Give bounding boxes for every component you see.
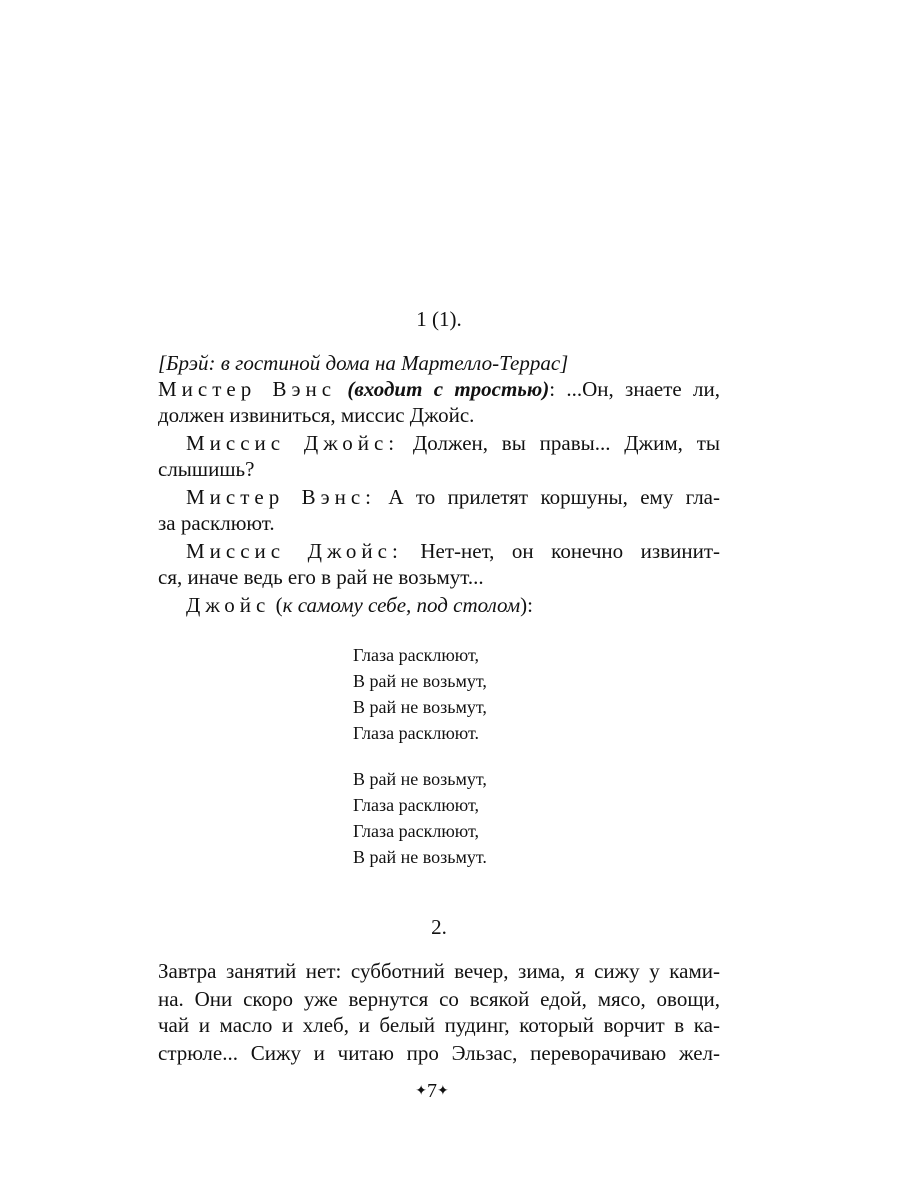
speaker-name: Джойс [186,593,271,617]
verse-line: Глаза расклюют, [353,795,479,815]
dialogue-line [158,376,720,402]
paragraph-line: на. Они скоро уже вернутся со всякой едой, мясо, овощи, [158,987,720,1011]
verse-line: В рай не возьмут, [353,769,487,789]
dialogue-text: : ...Он, знаете ли, [549,377,720,401]
paren: ): [520,593,533,617]
page-number [0,1078,864,1105]
dialogue-text: Нет-нет, он конечно извинит- [402,539,721,563]
ornament-star-icon: ✦ [415,1084,427,1099]
dialogue-line [186,592,720,618]
paragraph-line: Завтра занятий нет: субботний вечер, зима, я сижу у ками- [158,959,720,983]
verse-line: В рай не возьмут, [353,697,487,717]
stage-direction: [Брэй: в гостиной дома на Мартелло-Террас] [158,351,569,375]
speaker-name: Мистер Вэнс: [186,485,376,509]
verse-line: Глаза расклюют, [353,645,479,665]
dialogue-line: за расклюют. [158,511,275,535]
verse-line: В рай не возьмут. [353,847,487,867]
stage-direction-inline: (входит с тростью) [347,377,550,401]
verse-line: Глаза расклюют. [353,723,479,743]
dialogue-line: слышишь? [158,457,255,481]
verse-line: В рай не возьмут, [353,671,487,691]
speaker-name: Миссис Джойс: [186,431,400,455]
paragraph-line: чай и масло и хлеб, и белый пудинг, который ворчит в ка- [158,1013,720,1037]
speaker-name: Мистер Вэнс [158,377,337,401]
dialogue-line [186,538,720,564]
page-number-value: 7 [427,1080,437,1102]
stage-direction-inline: к самому себе, под столом [282,593,521,617]
dialogue-text: Должен, вы правы... Джим, ты [399,431,720,455]
section-heading-1: 1 (1). [416,307,462,331]
dialogue-line: ся, иначе ведь его в рай не возьмут... [158,565,484,589]
dialogue-line [186,430,720,456]
section-heading-2: 2. [431,915,447,939]
verse-line: Глаза расклюют, [353,821,479,841]
speaker-name: Миссис Джойс: [186,539,403,563]
dialogue-line: должен извиниться, миссис Джойс. [158,403,475,427]
dialogue-text: А то прилетят коршуны, ему гла- [376,485,720,509]
paren: ( [270,593,283,617]
ornament-star-icon: ✦ [437,1084,449,1099]
dialogue-line [186,484,720,510]
paragraph-line: стрюле... Сижу и читаю про Эльзас, переворачиваю жел- [158,1041,720,1065]
